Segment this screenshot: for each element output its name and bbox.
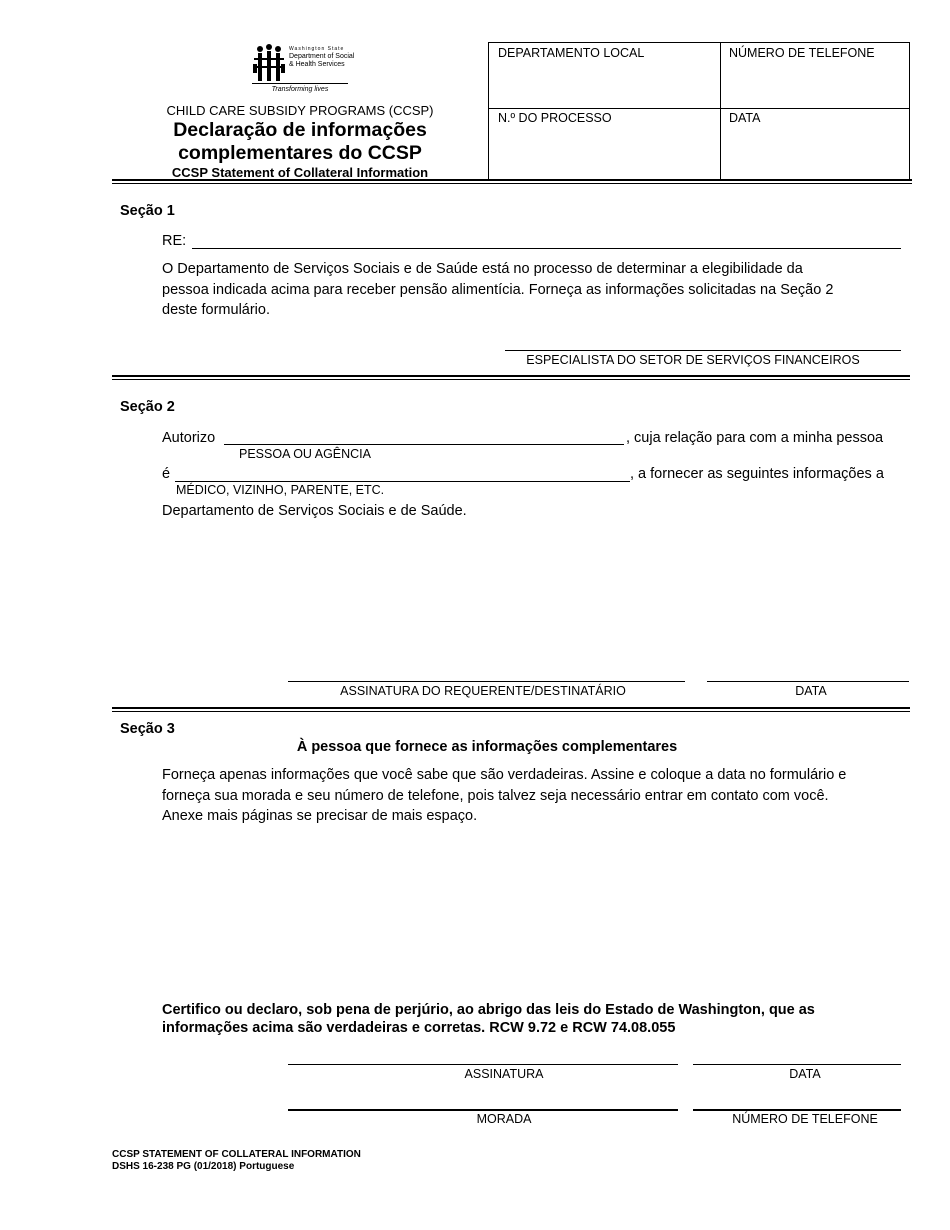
section2-divider [112,707,910,712]
applicant-signature-field[interactable] [288,681,685,682]
section3-paragraph-line2: forneça sua morada e seu número de telefone, pois talvez seja necessário entrar em contato com você. [162,787,829,804]
form-title [112,119,488,165]
date-label: DATA [729,111,761,125]
applicant-signature-caption: ASSINATURA DO REQUERENTE/DESTINATÁRIO [340,684,626,698]
case-number-label: N.º DO PROCESSO [498,111,612,125]
person-agency-caption: PESSOA OU AGÊNCIA [239,447,371,461]
phone-label: NÚMERO DE TELEFONE [729,46,875,60]
section3-heading: À pessoa que fornece as informações complementares [296,739,678,755]
logo-tagline: Transforming lives [271,86,329,93]
relationship-text: , cuja relação para com a minha pessoa [626,430,884,446]
relation-field[interactable] [175,481,630,482]
section1-paragraph-line1: O Departamento de Serviços Sociais e de Saúde está no processo de determinar a elegibilidade da [162,261,803,277]
informant-date-caption: DATA [789,1067,821,1081]
provide-text: , a fornecer as seguintes informações a [630,466,884,482]
header-divider [112,179,912,184]
logo-agency-text [289,53,354,69]
applicant-date-field[interactable] [707,681,909,682]
dshs-logo [252,44,355,96]
section3-title: Seção 3 [120,721,175,737]
logo-agency-line1: Department of Social [289,53,355,60]
re-field[interactable] [192,248,901,249]
section3-paragraph-line1: Forneça apenas informações que você sabe que são verdadeiras. Assine e coloque a data no formulário e [162,767,847,783]
date-field[interactable] [722,128,906,176]
department-text: Departamento de Serviços Sociais e de Saúde. [162,503,467,519]
logo-divider [252,83,348,84]
footer-form-number: DSHS 16-238 PG (01/2018) Portuguese [112,1161,295,1172]
section1-paragraph-line2: pessoa indicada acima para receber pensão alimentícia. Forneça as informações solicitadas na Seção 2 [162,281,834,298]
table-vertical-divider [720,43,721,180]
specialist-caption: ESPECIALISTA DO SETOR DE SERVIÇOS FINANCEIROS [526,353,860,367]
informant-address-caption: MORADA [476,1112,532,1126]
re-label: RE: [162,233,187,249]
logo-agency-line2: & Health Services [289,61,345,68]
certification-line2: informações acima são verdadeiras e corretas. RCW 9.72 e RCW 74.08.055 [162,1020,676,1036]
informant-date-field[interactable] [693,1064,901,1065]
section1-title: Seção 1 [120,203,175,219]
dshs-logo-figures-icon [252,44,286,82]
authorization-details-area[interactable] [162,525,907,670]
informant-address-field[interactable] [288,1109,678,1111]
informant-phone-field[interactable] [693,1109,901,1111]
table-horizontal-divider [489,108,909,109]
logo-state-text: Washington State [289,46,345,52]
applicant-date-caption: DATA [795,684,827,698]
phone-field[interactable] [722,63,906,105]
person-agency-field[interactable] [224,444,624,445]
informant-signature-field[interactable] [288,1064,678,1065]
relation-caption: MÉDICO, VIZINHO, PARENTE, ETC. [176,483,385,497]
certification-statement [162,1001,907,1037]
authorize-label: Autorizo [162,430,216,446]
local-office-label: DEPARTAMENTO LOCAL [498,46,645,60]
collateral-information-area[interactable] [162,832,907,992]
form-title-line2: complementares do CCSP [178,142,422,164]
form-title-line1: Declaração de informações [173,119,427,141]
section1-paragraph-line3: deste formulário. [162,302,270,318]
program-name: CHILD CARE SUBSIDY PROGRAMS (CCSP) [166,103,434,118]
informant-signature-caption: ASSINATURA [464,1067,544,1081]
local-office-field[interactable] [491,63,717,105]
section3-paragraph [162,765,907,827]
office-info-table [488,42,910,181]
certification-line1: Certifico ou declaro, sob pena de perjúrio, ao abrigo das leis do Estado de Washington, que as [162,1002,815,1018]
informant-phone-caption: NÚMERO DE TELEFONE [732,1112,878,1126]
footer-form-name: CCSP STATEMENT OF COLLATERAL INFORMATION [112,1149,361,1160]
section2-title: Seção 2 [120,399,175,415]
form-subtitle: CCSP Statement of Collateral Information [171,165,429,180]
case-number-field[interactable] [491,128,717,176]
specialist-signature-field[interactable] [505,350,901,351]
is-label: é [162,466,171,482]
form-footer [112,1149,361,1173]
section3-paragraph-line3: Anexe mais páginas se precisar de mais espaço. [162,808,478,824]
section1-paragraph [162,259,907,321]
section1-divider [112,375,910,380]
